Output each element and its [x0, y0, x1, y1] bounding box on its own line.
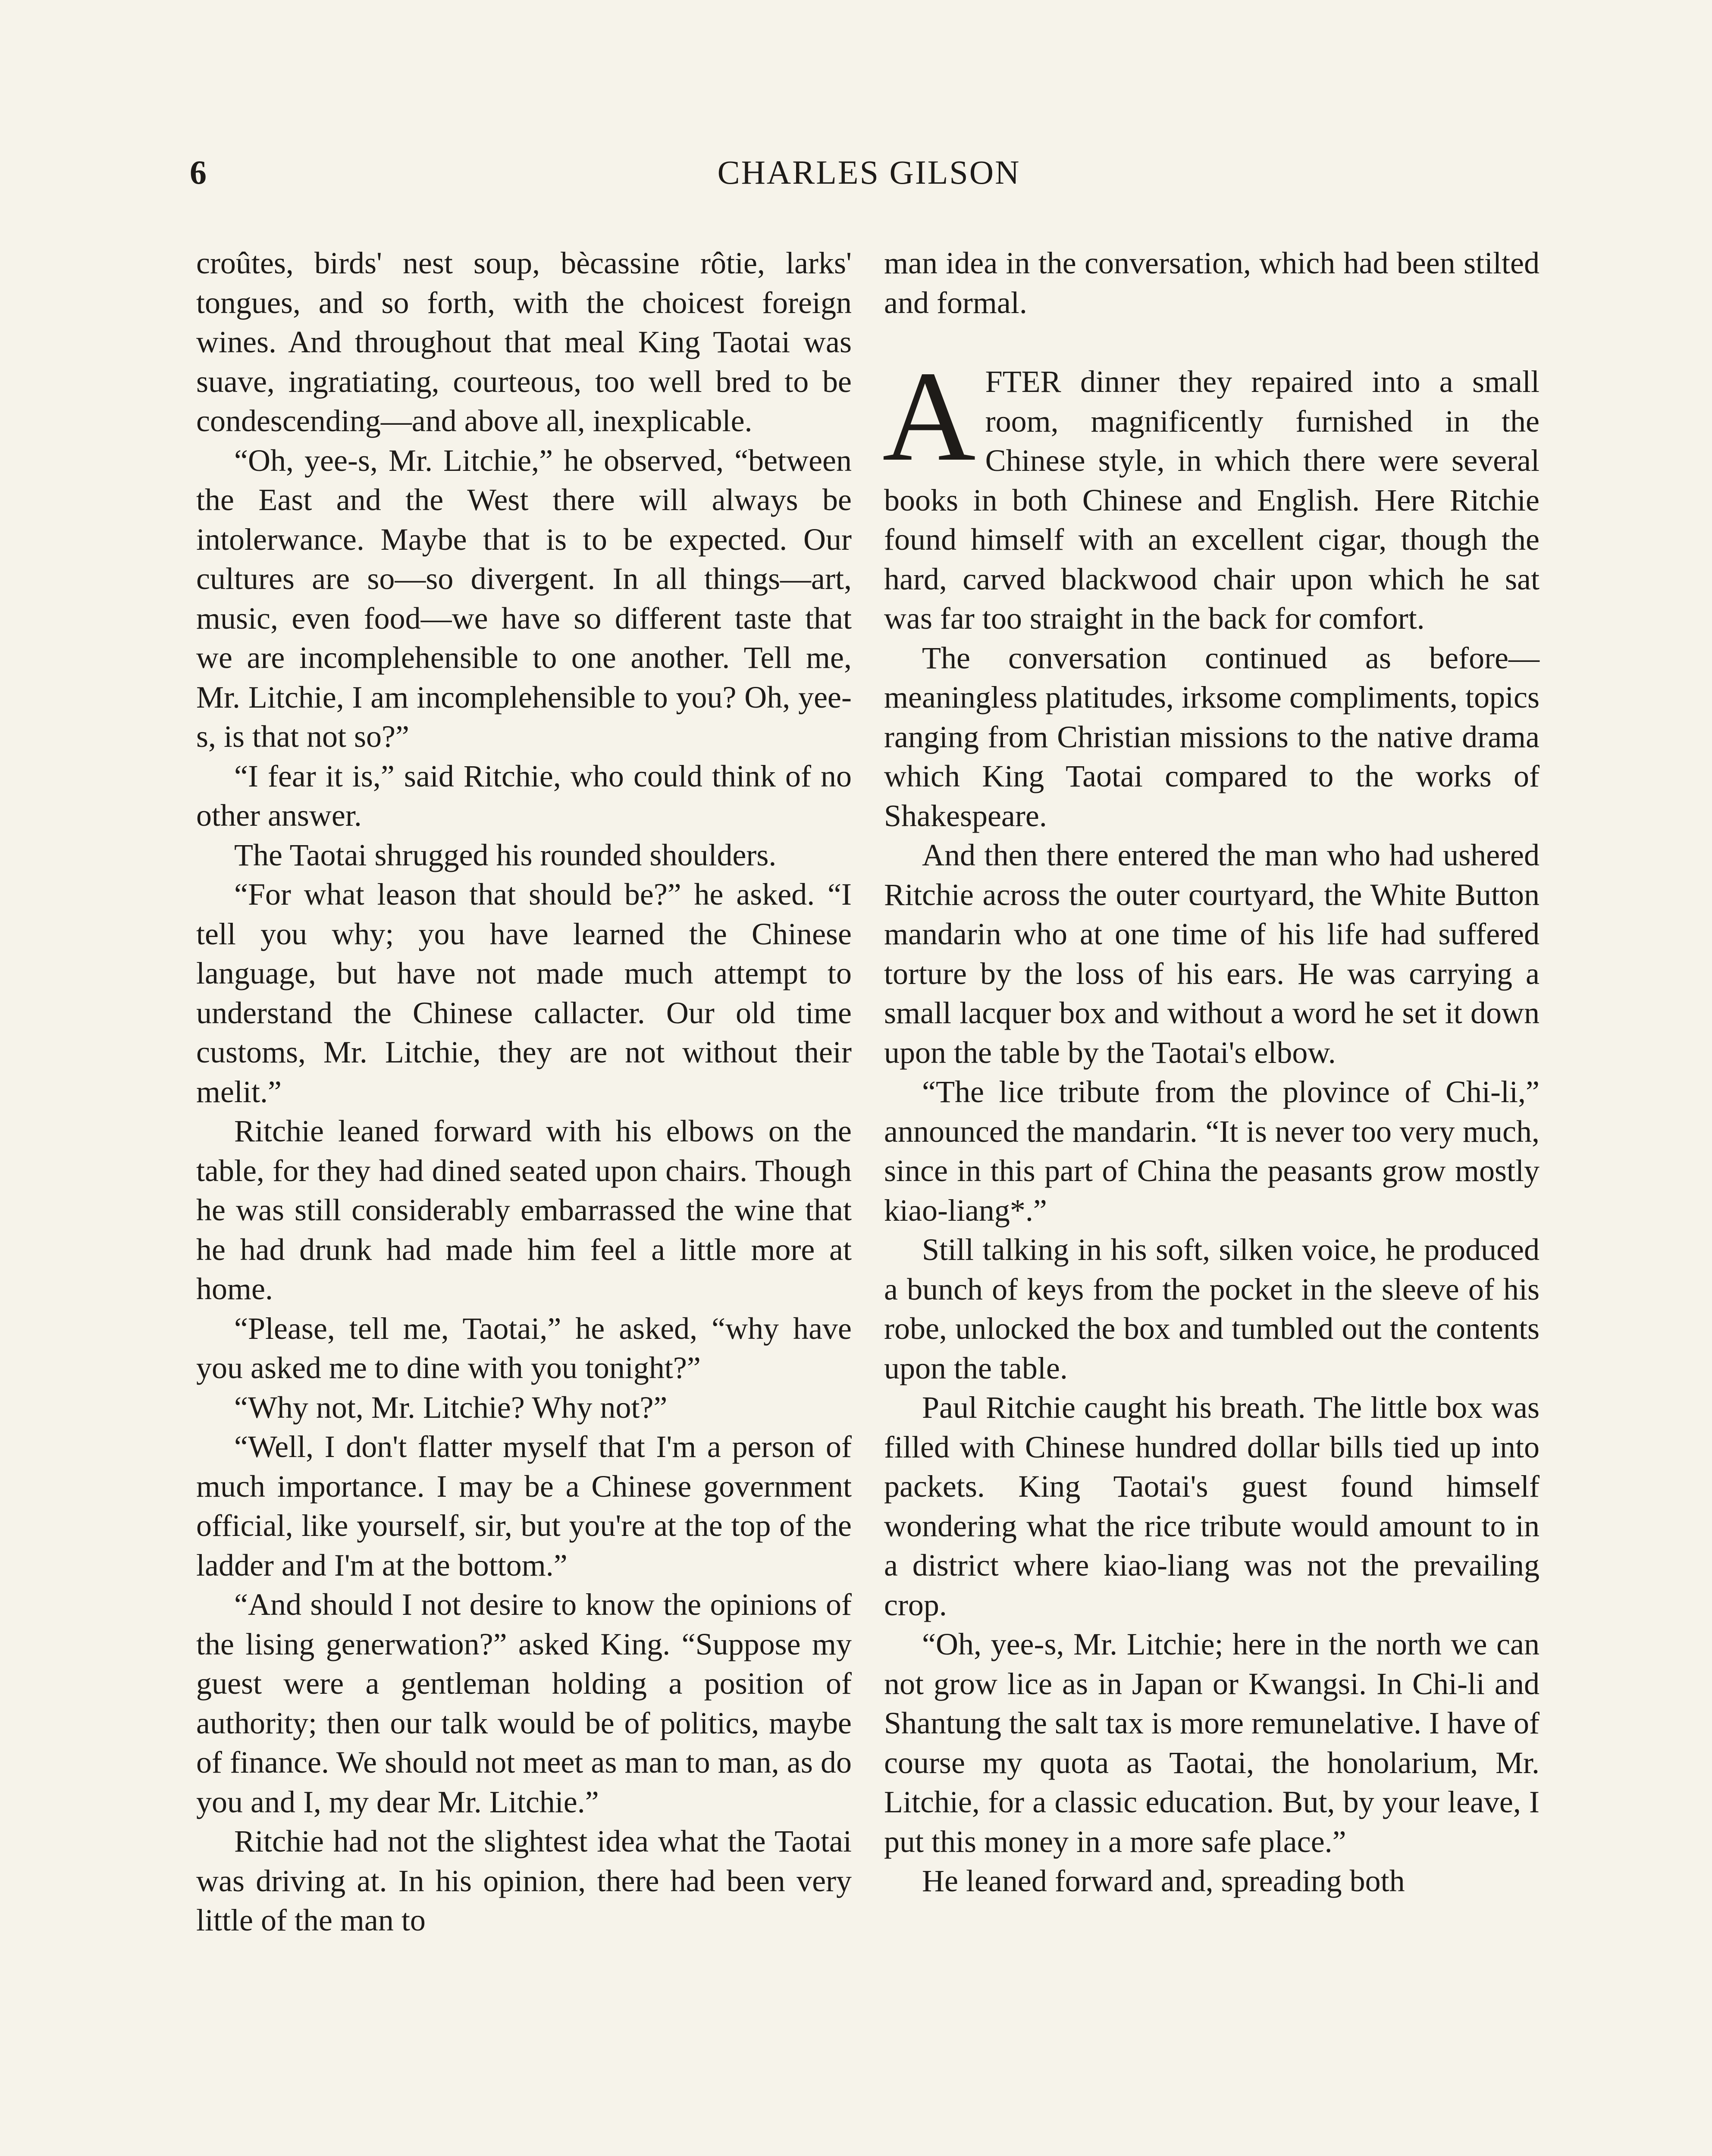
paragraph-continuation: man idea in the conversation, which had been stilted and formal. [884, 246, 1540, 320]
paragraph: “For what leason that should be?” he asked. “I tell you why; you have learned the Chinese language, but have not made much attempt to understand the Chinese callacter. Our old time customs, Mr. Litchie, they are not without their melit.” [196, 877, 852, 1109]
paragraph: “Well, I don't flatter myself that I'm a person of much importance. I may be a Chinese government official, like yourself, sir, but you're at the top of the ladder and I'm at the bottom.” [196, 1429, 852, 1583]
left-text-column [196, 244, 852, 1940]
section-break [884, 323, 1540, 362]
page-header [190, 149, 1548, 196]
right-text-column [884, 244, 1540, 1901]
paragraph: Ritchie leaned forward with his elbows on the table, for they had dined seated upon chairs. Though he was still considerably embarrassed the wine that he had drunk had made him feel a little more at home. [196, 1114, 852, 1306]
paragraph: Ritchie had not the slightest idea what the Taotai was driving at. In his opinion, there had been very little of the man to [196, 1824, 852, 1937]
paragraph: “The lice tribute from the plovince of Chi-li,” announced the mandarin. “It is never too very much, since in this part of China the peasants grow mostly kiao-liang*.” [884, 1075, 1540, 1228]
paragraph: “Oh, yee-s, Mr. Litchie,” he observed, “between the East and the West there will always be intolerwance. Maybe that is to be expected. Our cultures are so—so divergent. In all things—art, music, even food—we have so different taste that we are incomplehensible to one another. Tell me, Mr. Litchie, I am incomplehensible to you? Oh, yee-s, is that not so?” [196, 443, 852, 754]
paragraph: “I fear it is,” said Ritchie, who could think of no other answer. [196, 758, 852, 833]
section-opening-text: FTER dinner they repaired into a small room, magnificently furnished in the Chinese style, in which there were several books in both Chinese and English. Here Ritchie found himself with an excellent cigar, though the hard, carved blackwood chair upon which he sat was far too straight in the back for comfort. [884, 364, 1540, 636]
section-opening-paragraph [882, 345, 1540, 639]
paragraph: “Why not, Mr. Litchie? Why not?” [234, 1390, 668, 1425]
paragraph: The conversation continued as before—meaningless platitudes, irksome compliments, topics ranging from Christian missions to the native drama which King Taotai compared to the works of Shakespeare. [884, 640, 1540, 833]
paragraph: Still talking in his soft, silken voice, he produced a bunch of keys from the pocket in the sleeve of his robe, unlocked the box and tumbled out the contents upon the table. [884, 1232, 1540, 1385]
paragraph: Paul Ritchie caught his breath. The little box was filled with Chinese hundred dollar bills tied up into packets. King Taotai's guest found himself wondering what the rice tribute would amount to in a district where kiao-liang was not the prevailing crop. [884, 1390, 1540, 1622]
paragraph: croûtes, birds' nest soup, bècassine rôtie, larks' tongues, and so forth, with the choicest foreign wines. And throughout that meal King Taotai was suave, ingratiating, courteous, too well bred to be condescending—and above all, inexplicable. [196, 246, 852, 438]
page-number: 6 [190, 154, 207, 191]
paragraph: “And should I not desire to know the opinions of the lising generwation?” asked King. “Suppose my guest were a gentleman holding a position of authority; then our talk would be of politics, maybe of finance. We should not meet as man to man, as do you and I, my dear Mr. Litchie.” [196, 1587, 852, 1819]
paragraph: The Taotai shrugged his rounded shoulders. [234, 837, 777, 872]
paragraph: And then there entered the man who had ushered Ritchie across the outer courtyard, the White Button mandarin who at one time of his life had suffered torture by the loss of his ears. He was carrying a small lacquer box and without a word he set it down upon the table by the Taotai's elbow. [884, 838, 1540, 1070]
paragraph: “Please, tell me, Taotai,” he asked, “why have you asked me to dine with you tonight?” [196, 1311, 852, 1385]
running-head: CHARLES GILSON [717, 154, 1021, 191]
paragraph: He leaned forward and, spreading both [922, 1864, 1405, 1898]
paragraph: “Oh, yee-s, Mr. Litchie; here in the north we can not grow lice as in Japan or Kwangsi. In Chi-li and Shantung the salt tax is more remunelative. I have of course my quota as Taotai, the honolarium, Mr. Litchie, for a classic education. But, by your leave, I put this money in a more safe place.” [884, 1627, 1540, 1859]
drop-cap: A [882, 345, 976, 488]
